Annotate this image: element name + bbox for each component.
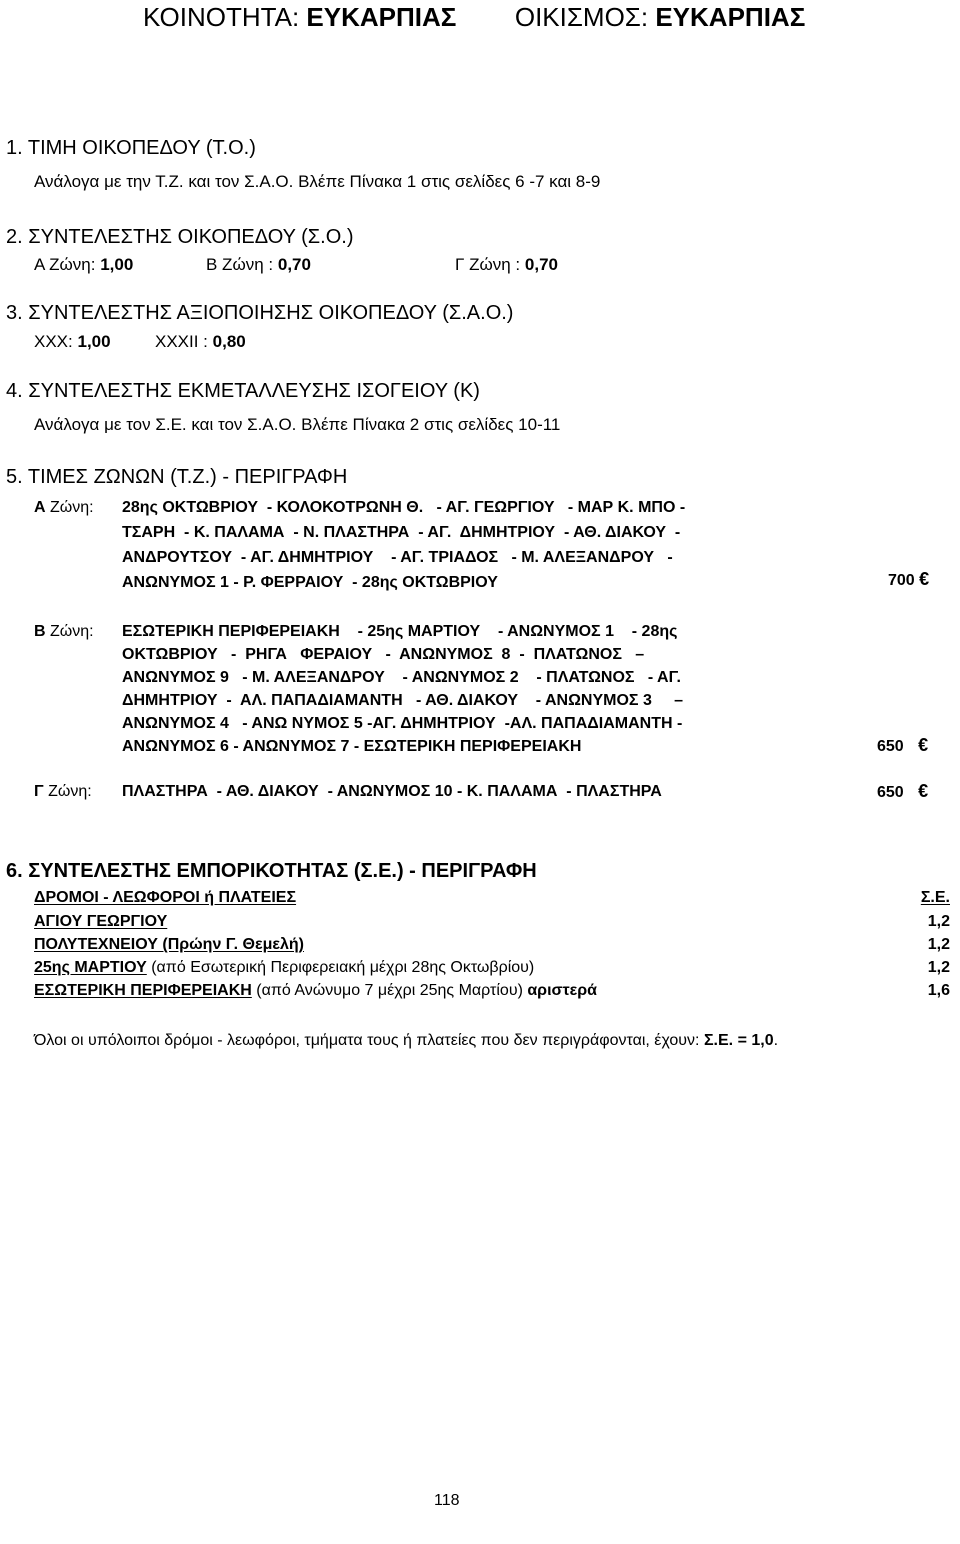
zone-b-word: Ζώνη: [50,623,94,640]
zone-b-line: ΑΝΩΝΥΜΟΣ 9 - Μ. ΑΛΕΞΑΝΔΡΟΥ - ΑΝΩΝΥΜΟΣ 2 - ΠΛΑΤΩΝΟΣ - ΑΓ. [122,669,681,686]
street-note: (από Εσωτερική Περιφερειακή μέχρι 28ης Οκτωβρίου) [146,959,535,976]
xxxii-value: 0,80 [212,332,246,351]
zone-b-line: ΟΚΤΩΒΡΙΟΥ - ΡΗΓΑ ΦΕΡΑΙΟΥ - ΑΝΩΝΥΜΟΣ 8 - ΠΛΑΤΩΝΟΣ – [122,646,645,663]
commerciality-row [34,982,597,1000]
page-header [143,2,805,33]
zone-a-line: ΑΝΔΡΟΥΤΣΟΥ - ΑΓ. ΔΗΜΗΤΡΙΟΥ - ΑΓ. ΤΡΙΑΔΟΣ - Μ. ΑΛΕΞΑΝΔΡΟΥ - [122,549,673,566]
commerciality-row [34,936,304,954]
commerciality-value: 1,6 [927,982,950,999]
footnote [34,1032,778,1050]
zone-a-line: 28ης ΟΚΤΩΒΡΙΟΥ - ΚΟΛΟΚΟΤΡΩΝΗ Θ. - ΑΓ. ΓΕΩΡΓΙΟΥ - ΜΑΡ Κ. ΜΠΟ - [122,499,686,516]
zone-b-line: ΕΣΩΤΕΡΙΚΗ ΠΕΡΙΦΕΡΕΙΑΚΗ - 25ης ΜΑΡΤΙΟΥ - ΑΝΩΝΥΜΟΣ 1 - 28ης [122,623,678,640]
commerciality-table-header: ΔΡΟΜΟΙ - ΛΕΩΦΟΡΟΙ ή ΠΛΑΤΕΙΕΣ [34,889,297,906]
commerciality-value: 1,2 [927,913,950,930]
zone-a-coefficient [34,255,133,275]
section-4-text: Ανάλογα με τον Σ.Ε. και τον Σ.Α.Ο. Βλέπε Πίνακα 2 στις σελίδες 10-11 [34,415,561,434]
zone-b-coef-value: 0,70 [277,255,311,274]
section-4-heading: 4. ΣΥΝΤΕΛΕΣΤΗΣ ΕΚΜΕΤΑΛΛΕΥΣΗΣ ΙΣΟΓΕΙΟΥ (Κ) [6,380,480,402]
zone-a-letter: Α [34,499,46,516]
zone-b-coefficient [206,255,311,275]
zone-g-letter: Γ [34,783,44,800]
zone-a-coef-value: 1,00 [100,255,134,274]
commerciality-table-header-value: Σ.Ε. [920,889,950,906]
street-name: ΕΣΩΤΕΡΙΚΗ ΠΕΡΙΦΕΡΕΙΑΚΗ [34,982,252,999]
zone-b-line: ΔΗΜΗΤΡΙΟΥ - ΑΛ. ΠΑΠΑΔΙΑΜΑΝΤΗ - ΑΘ. ΔΙΑΚΟΥ - ΑΝΩΝΥΜΟΣ 3 – [122,692,683,709]
footnote-value: Σ.Ε. = 1,0 [703,1032,774,1049]
footnote-text: Όλοι οι υπόλοιποι δρόμοι - λεωφόροι, τμήματα τους ή πλατείες που δεν περιγράφονται, έχουν: [34,1032,704,1049]
zone-b-line: ΑΝΩΝΥΜΟΣ 4 - ΑΝΩ ΝΥΜΟΣ 5 -ΑΓ. ΔΗΜΗΤΡΙΟΥ -ΑΛ. ΠΑΠΑΔΙΑΜΑΝΤΗ - [122,715,683,732]
zone-g-coef-value: 0,70 [524,255,558,274]
xxx-label: ΧΧΧ: [34,332,73,351]
community-label: ΚΟΙΝΟΤΗΤΑ: [143,2,300,32]
commerciality-row [34,959,534,977]
section-3-heading: 3. ΣΥΝΤΕΛΕΣΤΗΣ ΑΞΙΟΠΟΙΗΣΗΣ ΟΙΚΟΠΕΔΟΥ (Σ.Α.Ο.) [6,302,514,324]
zone-a-word: Ζώνη: [50,499,94,516]
commerciality-value: 1,2 [927,959,950,976]
street-suffix: αριστερά [527,982,597,999]
zone-a-price [888,569,929,590]
zone-b-label [34,623,94,641]
section-2-heading: 2. ΣΥΝΤΕΛΕΣΤΗΣ ΟΙΚΟΠΕΔΟΥ (Σ.Ο.) [6,226,354,248]
settlement-value: ΕΥΚΑΡΠΙΑΣ [655,2,806,32]
zone-b-price-value: 650 [877,738,904,755]
zone-g-line: ΠΛΑΣΤΗΡΑ - ΑΘ. ΔΙΑΚΟΥ - ΑΝΩΝΥΜΟΣ 10 - Κ. ΠΑΛΑΜΑ - ΠΛΑΣΤΗΡΑ [122,783,662,800]
xxxii-label: ΧΧΧΙΙ : [155,332,208,351]
zone-a-line: ΑΝΩΝΥΜΟΣ 1 - Ρ. ΦΕΡΡΑΙΟΥ - 28ης ΟΚΤΩΒΡΙΟΥ [122,574,498,591]
xxx-value: 1,00 [77,332,111,351]
xxxii-coefficient [155,332,246,352]
euro-icon: € [919,569,930,589]
section-1-text: Ανάλογα με την Τ.Ζ. και τον Σ.Α.Ο. Βλέπε Πίνακα 1 στις σελίδες 6 -7 και 8-9 [34,172,601,191]
euro-icon: € [918,735,929,755]
zone-g-coef-label: Γ Ζώνη : [455,255,521,274]
zone-g-coefficient [455,255,558,275]
zone-b-letter: Β [34,623,46,640]
section-5-heading: 5. ΤΙΜΕΣ ΖΩΝΩΝ (Τ.Ζ.) - ΠΕΡΙΓΡΑΦΗ [6,466,348,488]
commerciality-value: 1,2 [927,936,950,953]
street-name: ΑΓΙΟΥ ΓΕΩΡΓΙΟΥ [34,913,168,930]
zone-a-label [34,499,94,517]
street-note: (από Ανώνυμο 7 μέχρι 25ης Μαρτίου) [251,982,528,999]
section-6-heading: 6. ΣΥΝΤΕΛΕΣΤΗΣ ΕΜΠΟΡΙΚΟΤΗΤΑΣ (Σ.Ε.) - ΠΕΡΙΓΡΑΦΗ [6,860,537,882]
settlement-label: ΟΙΚΙΣΜΟΣ: [514,2,649,32]
community-value: ΕΥΚΑΡΠΙΑΣ [306,2,457,32]
zone-b-price [877,735,928,756]
zone-b-line: ΑΝΩΝΥΜΟΣ 6 - ΑΝΩΝΥΜΟΣ 7 - ΕΣΩΤΕΡΙΚΗ ΠΕΡΙΦΕΡΕΙΑΚΗ [122,738,582,755]
zone-a-coef-label: Α Ζώνη: [34,255,96,274]
page-number: 118 [434,1492,460,1509]
zone-g-word: Ζώνη: [48,783,92,800]
zone-b-coef-label: Β Ζώνη : [206,255,274,274]
commerciality-row [34,913,167,931]
zone-g-price-value: 650 [877,784,904,801]
euro-icon: € [918,781,929,801]
section-1-heading: 1. ΤΙΜΗ ΟΙΚΟΠΕΔΟΥ (Τ.Ο.) [6,137,256,159]
zone-g-price [877,781,928,802]
zone-a-line: ΤΣΑΡΗ - Κ. ΠΑΛΑΜΑ - Ν. ΠΛΑΣΤΗΡΑ - ΑΓ. ΔΗΜΗΤΡΙΟΥ - ΑΘ. ΔΙΑΚΟΥ - [122,524,681,541]
footnote-end: . [773,1032,779,1049]
xxx-coefficient [34,332,111,352]
street-name: ΠΟΛΥΤΕΧΝΕΙΟΥ (Πρώην Γ. Θεμελή) [34,936,304,953]
zone-g-label [34,783,92,801]
street-name: 25ης ΜΑΡΤΙΟΥ [34,959,147,976]
zone-a-price-value: 700 [888,572,915,589]
